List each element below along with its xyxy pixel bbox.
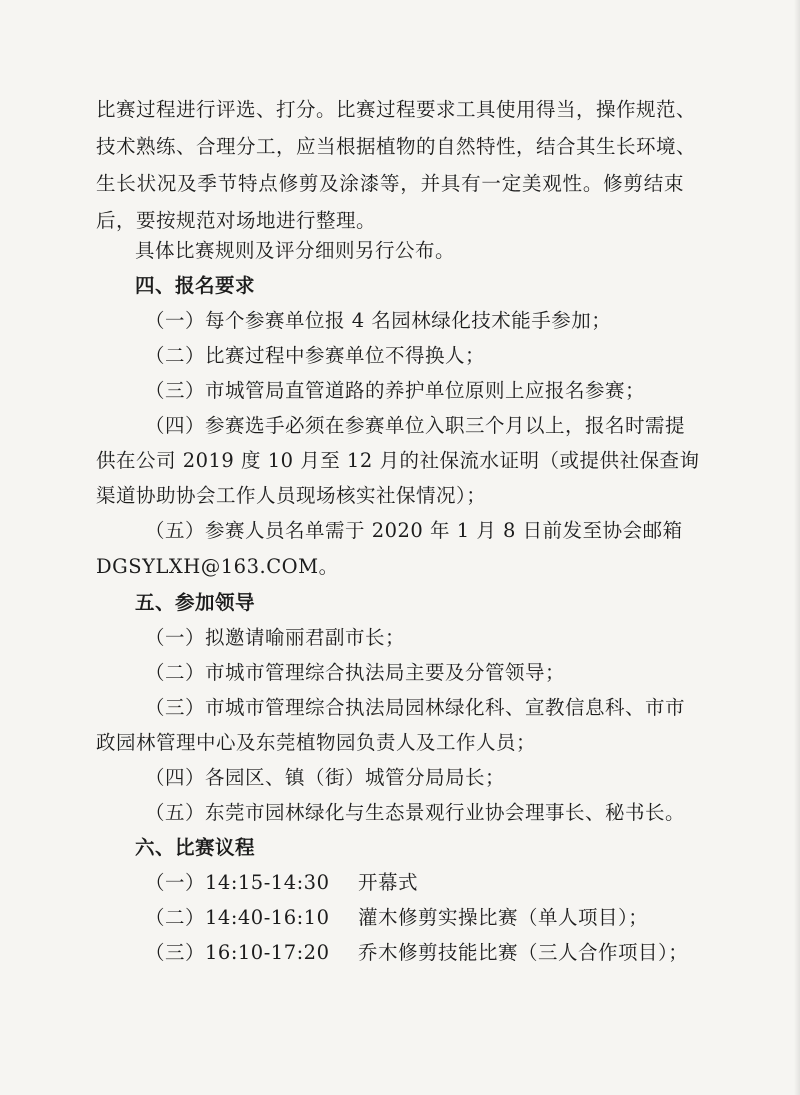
agenda-event: 开幕式: [358, 871, 419, 894]
paragraph-line: 具体比赛规则及评分细则另行公布。: [135, 239, 456, 262]
list-item-continuation: 政园林管理中心及东莞植物园负责人及工作人员；: [96, 731, 537, 754]
list-item: （三）市城市管理综合执法局园林绿化科、宣教信息科、市市: [145, 696, 686, 719]
list-item-continuation: 供在公司 2019 度 10 月至 12 月的社保流水证明（或提供社保查询: [96, 449, 700, 472]
list-item-continuation: 渠道协助协会工作人员现场核实社保情况）；: [96, 484, 487, 507]
agenda-time: （二）14:40-16:10: [145, 906, 330, 929]
paragraph-line: 生长状况及季节特点修剪及涂漆等，并具有一定美观性。修剪结束: [96, 172, 684, 195]
list-item: （五）参赛人员名单需于 2020 年 1 月 8 日前发至协会邮箱: [145, 519, 683, 542]
list-item: （四）参赛选手必须在参赛单位入职三个月以上，报名时需提: [145, 414, 686, 437]
list-item: （一）每个参赛单位报 4 名园林绿化技术能手参加；: [145, 309, 612, 332]
list-item: （二）比赛过程中参赛单位不得换人；: [145, 344, 486, 367]
agenda-event: 灌木修剪实操比赛（单人项目）；: [358, 906, 649, 929]
section-heading: 五、参加领导: [135, 591, 256, 614]
list-item: （四）各园区、镇（街）城管分局局长；: [145, 766, 506, 789]
list-item: （二）市城市管理综合执法局主要及分管领导；: [145, 661, 566, 684]
section-heading: 四、报名要求: [135, 274, 256, 297]
agenda-time: （三）16:10-17:20: [145, 941, 330, 964]
scan-edge-shadow: [794, 0, 800, 1095]
agenda-event: 乔木修剪技能比赛（三人合作项目）；: [358, 941, 689, 964]
list-item: （五）东莞市园林绿化与生态景观行业协会理事长、秘书长。: [145, 801, 686, 824]
paragraph-line: 技术熟练、合理分工，应当根据植物的自然特性，结合其生长环境、: [96, 135, 697, 158]
section-heading: 六、比赛议程: [135, 836, 256, 859]
paragraph-line: 后，要按规范对场地进行整理。: [96, 209, 377, 232]
list-item: （一）拟邀请喻丽君副市长；: [145, 626, 406, 649]
agenda-time: （一）14:15-14:30: [145, 871, 330, 894]
list-item: （三）市城管局直管道路的养护单位原则上应报名参赛；: [145, 379, 646, 402]
email-address: DGSYLXH@163.COM。: [96, 555, 339, 578]
paragraph-line: 比赛过程进行评选、打分。比赛过程要求工具使用得当，操作规范、: [96, 98, 697, 121]
